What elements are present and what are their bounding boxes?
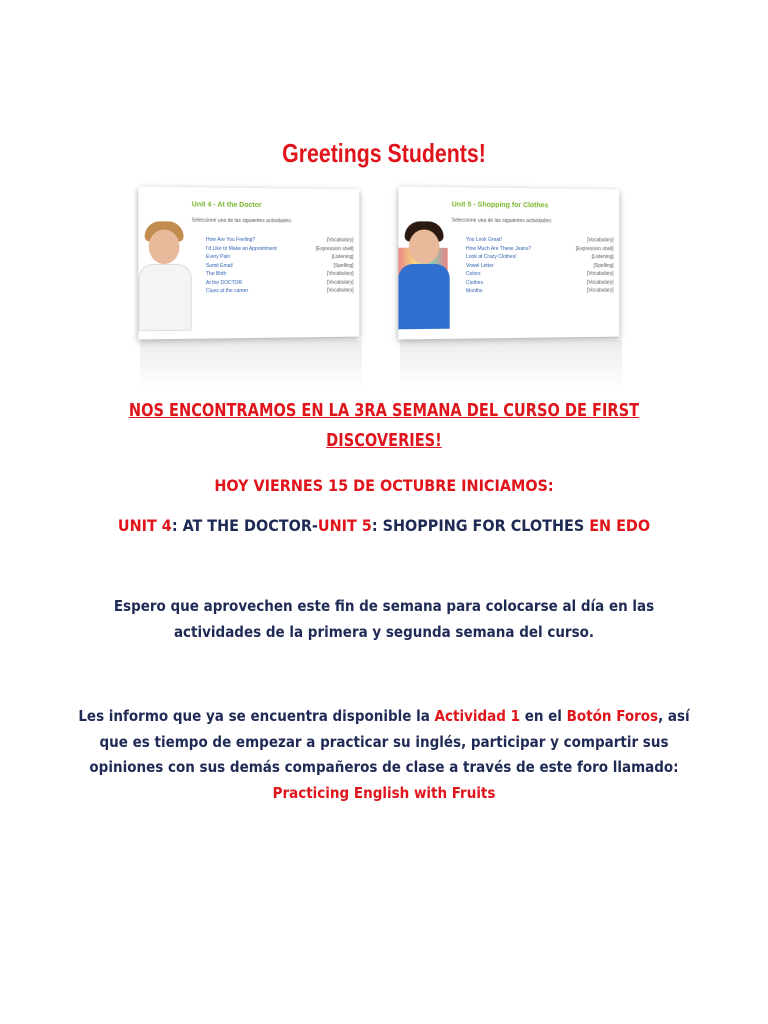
activity-item: How Much Are These Jeans? [Expression shell]: [465, 245, 614, 252]
activity-item: I'd Like to Make an Appointment [Expression shell]: [205, 245, 354, 252]
units-line: [0, 516, 768, 535]
activity-item: Clothes [Vocabulary]: [465, 279, 614, 286]
activity-item: Sumit Email [Spelling]: [205, 262, 354, 269]
unit-title: Unit 5 - Shopping for Clothes: [451, 201, 549, 210]
unit-screenshots: [0, 180, 768, 380]
doctor-photo: [138, 217, 189, 329]
activity-item: You Look Great! [Vocabulary]: [465, 236, 614, 244]
announcement-heading-line1: NOS ENCONTRAMOS EN LA 3RA SEMANA DEL CURSO DE FIRST: [128, 400, 640, 421]
page-title: Greetings Students!: [282, 138, 486, 168]
foros-button-ref: Botón Foros: [566, 707, 659, 725]
unit-4-screenshot: [138, 187, 359, 340]
activity-item: Look at Crazy Clothes! [Listening]: [465, 253, 614, 261]
paragraph-1-line2: actividades de la primera y segunda semana del curso.: [173, 622, 595, 641]
unit-title: Unit 4 - At the Doctor: [191, 201, 262, 210]
paragraph-2: [0, 704, 768, 806]
paragraph-1-line1: Espero que aprovechen este fin de semana para colocarse al día en las: [113, 597, 655, 615]
card-hint: Seleccione una de las siguientes actividades:: [191, 217, 293, 225]
activity-item: At the DOCTOR [Vocabulary]: [205, 279, 354, 286]
paragraph-2-line1: Les informo que ya se encuentra disponible la Actividad 1 en el Botón Foros, así: [78, 707, 690, 725]
forum-name: Practicing English with Fruits: [272, 783, 496, 802]
card-hint: Seleccione una de las siguientes actividades:: [451, 217, 553, 225]
units-suffix: EN EDO: [589, 516, 651, 535]
paragraph-2-line2: que es tiempo de empezar a practicar su inglés, participar y compartir sus: [99, 732, 669, 751]
unit5-title: : SHOPPING FOR CLOTHES: [371, 516, 590, 535]
activity-item: Vowel Letter [Spelling]: [465, 262, 614, 269]
paragraph-2-line3: opiniones con sus demás compañeros de clase a través de este foro llamado:: [89, 758, 679, 776]
activity-link: Actividad 1: [434, 707, 520, 725]
activity-item: Colors [Vocabulary]: [465, 270, 614, 278]
unit4-title: : AT THE DOCTOR-: [171, 516, 318, 535]
activity-list: [206, 236, 354, 296]
activity-item: Months [Vocabulary]: [465, 287, 614, 295]
unit-5-screenshot: [398, 187, 619, 340]
card-reflection: [140, 340, 362, 390]
card-reflection: [400, 340, 622, 390]
activity-item: Every Pain [Listening]: [205, 253, 354, 261]
activity-item: Clues at the career [Vocabulary]: [205, 287, 354, 295]
activity-item: How Are You Feeling? [Vocabulary]: [205, 236, 354, 244]
paragraph-1: [0, 594, 768, 645]
activity-item: The Birth [Vocabulary]: [205, 270, 354, 278]
unit4-label: UNIT 4: [117, 516, 172, 535]
activity-list: [466, 236, 614, 296]
announcement-heading-line2: DISCOVERIES!: [326, 430, 442, 451]
shopper-photo: [398, 217, 449, 329]
unit5-label: UNIT 5: [317, 516, 372, 535]
date-line: HOY VIERNES 15 DE OCTUBRE INICIAMOS:: [214, 476, 554, 495]
